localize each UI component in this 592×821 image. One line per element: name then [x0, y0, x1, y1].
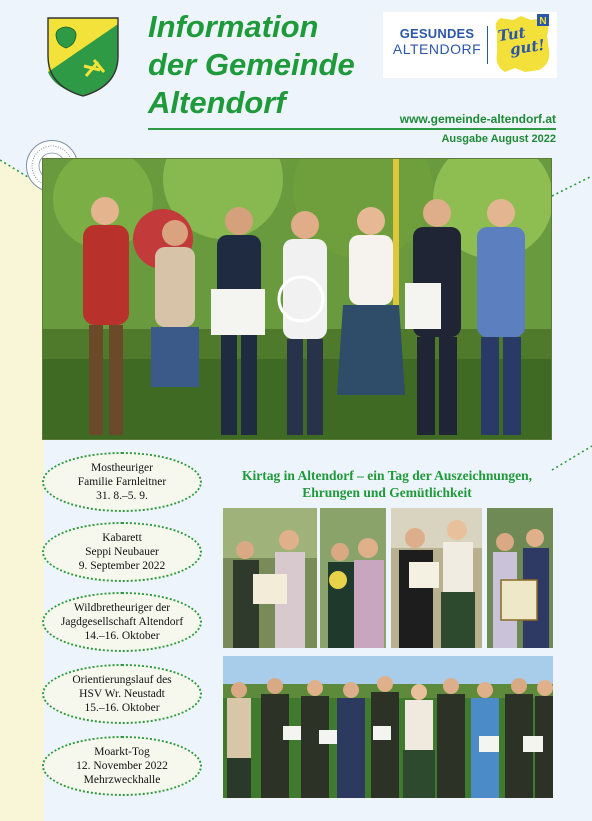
group-photo-illustration — [43, 159, 551, 439]
badge-mark: N — [539, 16, 547, 27]
event-orientierungslauf — [42, 664, 202, 724]
event-line: 9. September 2022 — [78, 560, 166, 572]
event-line: Wildbretheuriger der — [73, 602, 171, 614]
firefighter-group-photo — [223, 656, 553, 798]
website-link[interactable]: www.gemeinde-altendorf.at — [399, 112, 556, 126]
logo-line1: GESUNDES — [399, 26, 475, 41]
event-line: Seppi Neubauer — [85, 546, 159, 558]
priest-and-woman-photo — [391, 508, 482, 648]
badge-word2: gut! — [508, 35, 546, 59]
title-line: Altendorf — [148, 85, 286, 120]
firefighter-award-photo — [223, 508, 317, 648]
event-line: Familie Farnleitner — [77, 476, 167, 488]
event-line: Mehrzweckhalle — [83, 774, 161, 786]
headline-line: Ehrungen und Gemütlichkeit — [302, 485, 472, 500]
event-line: Moarkt-Tog — [94, 746, 150, 758]
event-line: 14.–16. Oktober — [84, 630, 160, 642]
header-rule — [148, 128, 556, 130]
event-kabarett — [42, 522, 202, 582]
headline-line: Kirtag in Altendorf – ein Tag der Auszeichnungen, — [241, 468, 533, 483]
logo-line2: ALTENDORF — [392, 41, 482, 57]
event-mostheuriger — [42, 452, 202, 512]
event-line: 31. 8.–5. 9. — [96, 490, 148, 502]
event-line: Jagdgesellschaft Altendorf — [60, 616, 184, 628]
newsletter-title — [148, 8, 378, 122]
event-line: Orientierungslauf des — [72, 674, 172, 686]
issue-label: Ausgabe August 2022 — [441, 133, 556, 145]
title-line: der Gemeinde — [148, 47, 355, 82]
title-line: Information — [148, 9, 319, 44]
tut-gut-badge — [491, 14, 553, 76]
event-line: HSV Wr. Neustadt — [79, 688, 165, 700]
event-line: Mostheuriger — [91, 462, 153, 474]
bouquet-photo — [320, 508, 386, 648]
event-line: 12. November 2022 — [76, 760, 168, 772]
event-line: 15.–16. Oktober — [84, 702, 160, 714]
coat-of-arms-icon — [44, 16, 122, 98]
article-headline — [224, 467, 550, 501]
main-group-photo — [42, 158, 552, 440]
event-wildbretheuriger — [42, 592, 202, 652]
logo-divider — [487, 26, 488, 64]
badge-word1: Tut — [496, 23, 527, 46]
gesundes-altendorf-logo — [383, 12, 557, 78]
certificate-pair-photo — [487, 508, 553, 648]
event-line: Kabarett — [102, 532, 142, 544]
event-moarkt-tog — [42, 736, 202, 796]
